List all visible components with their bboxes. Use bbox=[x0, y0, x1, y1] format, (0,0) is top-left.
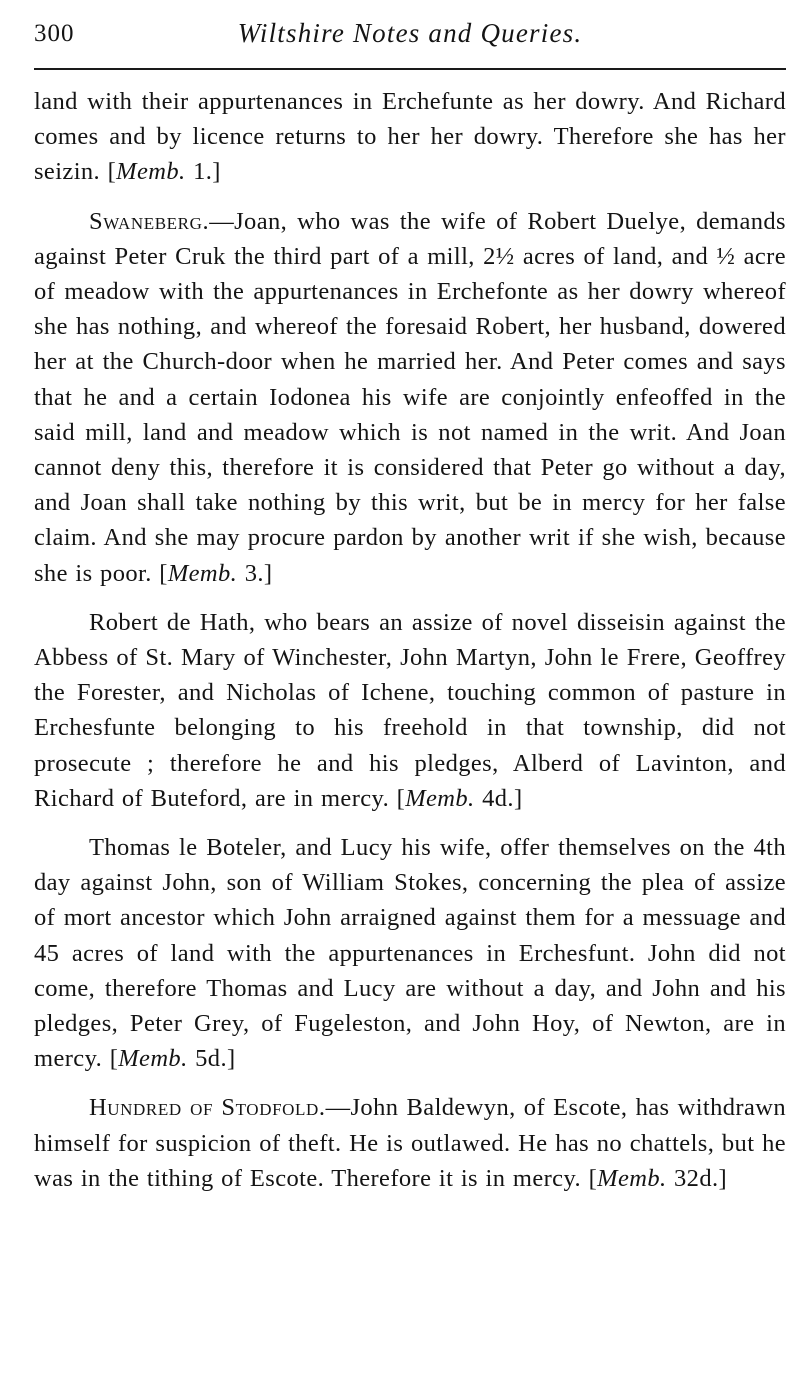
membrane-reference: [Memb. 32d.] bbox=[588, 1164, 728, 1192]
paragraph-text: Robert de Hath, who bears an assize of novel disseisin against the Abbess of St. Mary of Winchester, John Martyn, John le Frere, Geoffrey the Forester, and Nicholas of Ichene, touching common of pasture in Erchesfunte belonging to his freehold in that township, did not prosecute ; therefore he and his pledges, Alberd of Lavinton, and Richard of Buteford, are in mercy. bbox=[34, 608, 786, 812]
paragraph-text: —Joan, who was the wife of Robert Duelye, demands against Peter Cruk the third part of a mill, 2½ acres of land, and ½ acre of meadow with the appurtenances in Erchefonte as her dowry whereof she has nothing, and whereof the foresaid Robert, her husband, dowered her at the Church-door when he married her. And Peter comes and says that he and a certain Iodonea his wife are conjointly enfeoffed in the said mill, land and meadow which is not named in the writ. And Joan cannot deny this, therefore it is considered that Peter go without a day, and Joan shall take nothing by this writ, but be in mercy for her false claim. And she may procure pardon by another writ if she wish, because she is poor. bbox=[34, 207, 786, 587]
paragraph-thomas-le-boteler bbox=[34, 830, 786, 1076]
membrane-reference: [Memb. 3.] bbox=[159, 559, 273, 587]
page-header bbox=[34, 14, 786, 58]
paragraph-erchefunte-dowry bbox=[34, 84, 786, 190]
paragraph-robert-de-hath bbox=[34, 605, 786, 816]
membrane-reference: [Memb. 1.] bbox=[107, 158, 221, 186]
paragraph-text: Thomas le Boteler, and Lucy his wife, offer themselves on the 4th day against John, son of William Stokes, concerning the plea of assize of mort ancestor which John arraigned against them for a messuage and 45 acres of land with the appurtenances in Erchesfunt. John did not come, therefore Thomas and Lucy are without a day, and John and his pledges, Peter Grey, of Fugeleston, and John Hoy, of Newton, are in mercy. bbox=[34, 834, 786, 1073]
page-body bbox=[34, 84, 786, 1196]
running-title: Wiltshire Notes and Queries. bbox=[237, 18, 583, 48]
membrane-reference: [Memb. 4d.] bbox=[396, 784, 523, 812]
paragraph-text: land with their appurtenances in Erchefunte as her dowry. And Richard comes and by licence returns to her her dowry. Therefore she has her seizin. bbox=[34, 88, 786, 186]
header-rule bbox=[34, 68, 786, 70]
paragraph-swaneberg bbox=[34, 204, 786, 591]
paragraph-hundred-of-stodfold bbox=[34, 1090, 786, 1196]
paragraph-lead: Swaneberg. bbox=[89, 207, 210, 235]
document-page bbox=[34, 14, 786, 1210]
paragraph-lead: Hundred of Stodfold. bbox=[89, 1094, 326, 1122]
membrane-reference: [Memb. 5d.] bbox=[109, 1045, 236, 1073]
paragraph-text: —John Baldewyn, of Escote, has withdrawn himself for suspicion of theft. He is outlawed. He has no chattels, but he was in the tithing of Escote. Therefore it is in mercy. bbox=[34, 1094, 787, 1192]
page-number: 300 bbox=[34, 20, 75, 47]
